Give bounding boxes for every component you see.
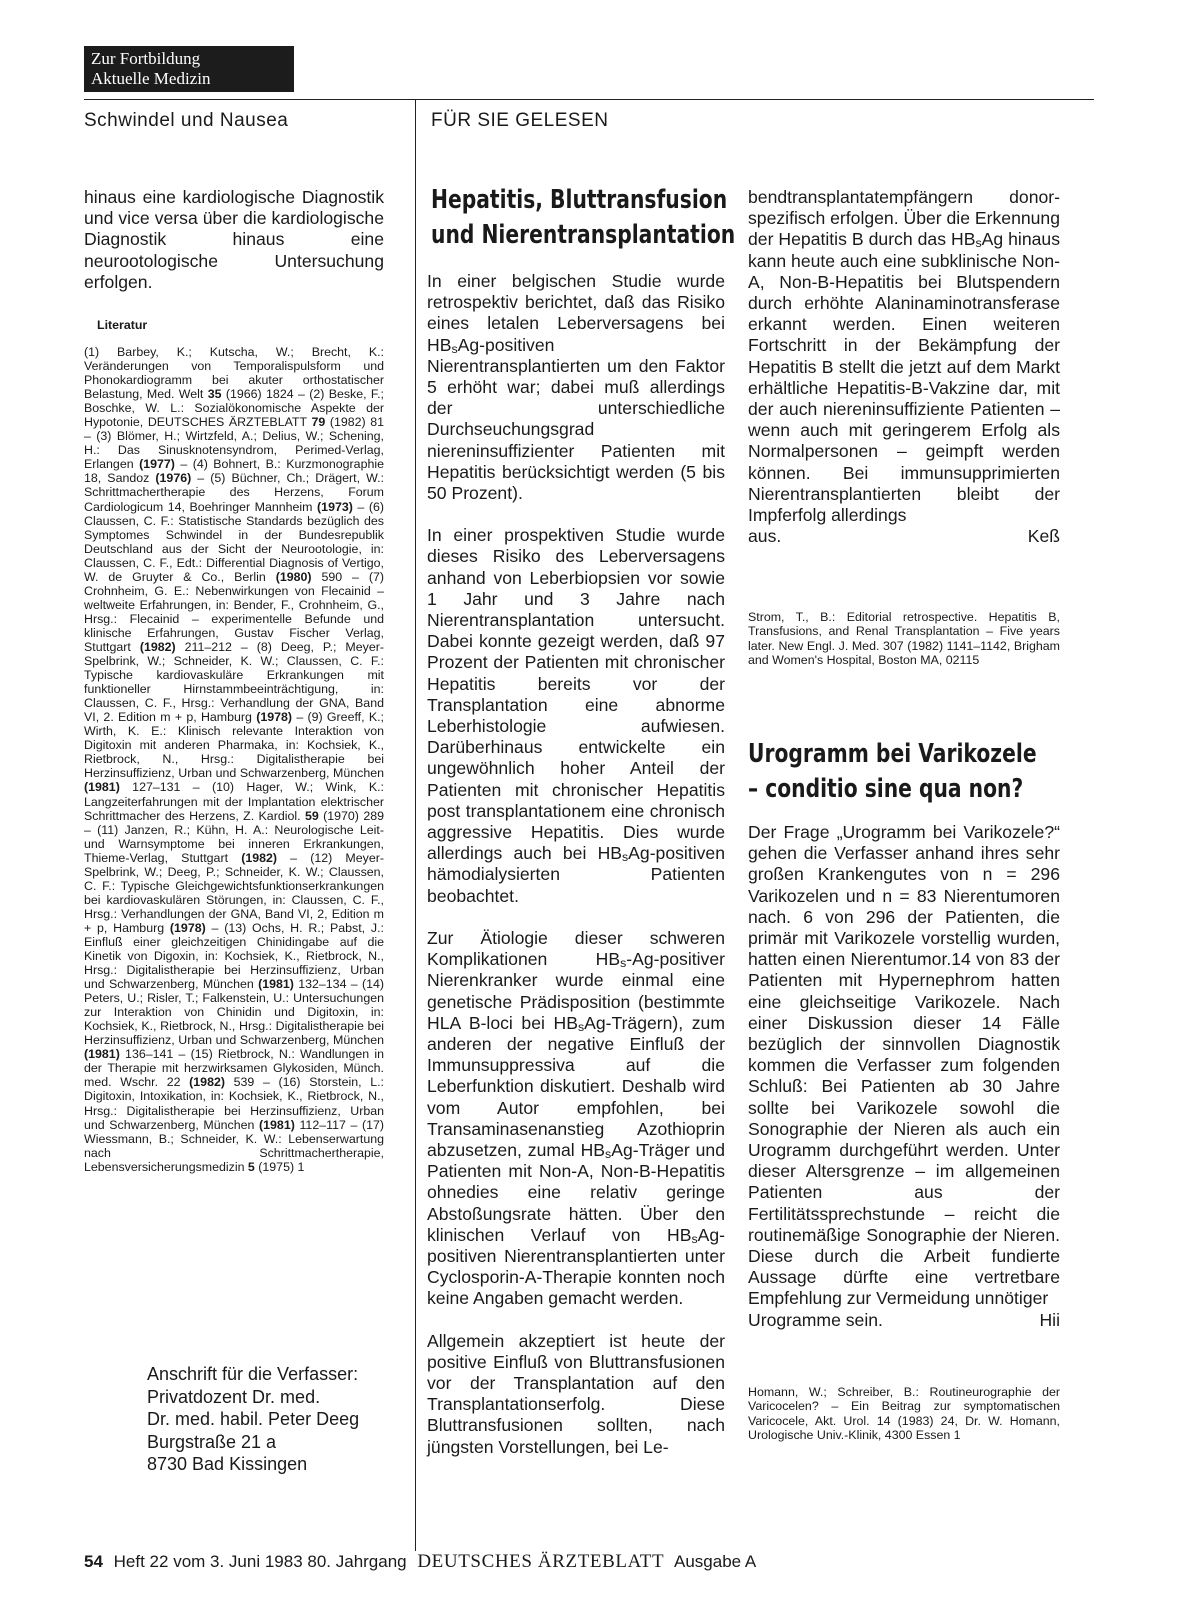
- column-divider: [415, 99, 416, 1551]
- article1-sign-line: [748, 526, 1060, 547]
- article1-paragraph: In einer belgischen Studie wurde retrospektiv berichtet, daß das Risiko eines letalen Leberversagens bei $HB_sAg$-positiven Nierentransplantierten um den Faktor 5 erhöht war; dabei muß allerdings der unterschiedliche Durchseuchungsgrad niereninsuffizienter Patienten mit Hepatitis berücksichtigt werden (5 bis 50 Prozent).: [427, 271, 725, 504]
- article1-paragraph: In einer prospektiven Studie wurde dieses Risiko des Leberversagens anhand von Leberbiopsien vor sowie 1 Jahr und 3 Jahre nach Nierentransplantation untersucht. Dabei konnte gezeigt werden, daß 97 Prozent der Patienten mit chronischer Hepatitis bereits vor der Transplantation eine abnorme Leberhistologie aufwiesen. Darüberhinaus entwickelte ein ungewöhnlich hoher Anteil der Patienten mit chronischer Hepatitis post transplantationem eine chronisch aggressive Hepatitis. Dies wurde allerdings auch bei $HB_sAg$-positiven hämodialysierten Patienten beobachtet.: [427, 525, 725, 906]
- article1-paragraph: Zur Ätiologie dieser schweren Komplikationen $HB_s-Ag$-positiver Nierenkranker wurde einmal eine genetische Prädisposition (bestimmte HLA B-loci bei $HB_sAg-Trägern$), zum anderen der negative Einfluß der Immunsuppressiva auf die Leberfunktion diskutiert. Deshalb wird vom Autor empfohlen, bei Transaminasenanstieg Azothioprin abzusetzen, zumal $HB_sAg$-Träger und Patienten mit Non-A, Non-B-Hepatitis ohnedies eine relativ geringe Abstoßungsrate hätten. Über den klinischen Verlauf von $HB_sAg$-positiven Nierentransplantierten unter Cyclosporin-A-Therapie konnten noch keine Angaben gemacht werden.: [427, 927, 725, 1309]
- article2-citation: Homann, W.; Schreiber, B.: Routineurographie der Varicocelen? – Ein Beitrag zur symptomatischen Varicocele, Akt. Urol. 14 (1983) 24, Dr. W. Homann, Urologische Univ.-Klinik, 4300 Essen 1: [748, 1385, 1060, 1442]
- left-intro-text: hinaus eine kardiologische Diagnostik und vice versa über die kardiologische Diagnostik hinaus eine neurootologische Untersuchung erfolgen.: [84, 187, 384, 292]
- article1-paragraph: bendtransplantatempfängern donor-spezifisch erfolgen. Über die Erkennung der Hepatitis B durch das $HB_sAg$ hinaus kann heute auch eine subklinische Non-A, Non-B-Hepatitis bei Blutspendern durch erhöhte Alaninaminotransferase erkannt werden. Einen weiteren Fortschritt in der Bekämpfung der Hepatitis B stellt die jetzt auf dem Markt erhältliche Hepatitis-B-Vakzine dar, mit der auch niereninsuffiziente Patienten – wenn auch mit geringerem Erfolg als Normalpersonen – geimpft werden können. Bei immunsupprimierten Nierentransplantierten bleibt der Impferfolg allerdings: [748, 187, 1061, 526]
- address-line: 8730 Bad Kissingen: [147, 1454, 308, 1474]
- section-badge: [84, 46, 294, 92]
- header-rule: [84, 99, 1094, 100]
- article2-title: [748, 737, 1037, 807]
- article2-body: [748, 822, 1060, 1331]
- article2-title-line-1: Urogramm bei Varikozele: [748, 739, 1037, 769]
- article1-title-line-1: Hepatitis, Bluttransfusion: [431, 185, 728, 215]
- article2-sign-line: [748, 1310, 1060, 1331]
- article1-author: Keß: [1027, 526, 1060, 547]
- literature-heading: Literatur: [97, 318, 148, 332]
- badge-line-2: Aktuelle Medizin: [91, 69, 211, 88]
- badge-line-1: Zur Fortbildung: [91, 49, 201, 68]
- address-line: Privatdozent Dr. med.: [147, 1386, 321, 1407]
- article1-body: [427, 271, 725, 1479]
- author-address: [147, 1363, 359, 1476]
- address-line: Burgstraße 21 a: [147, 1431, 277, 1452]
- edition: Ausgabe A: [674, 1552, 757, 1571]
- page-footer: [84, 1551, 1094, 1573]
- article2-paragraph: Der Frage „Urogramm bei Varikozele?“ gehen die Verfasser anhand ihres sehr großen Krankengutes von n = 296 Varikozelen und n = 83 Nierentumoren nach. 6 von 296 der Patienten, die primär mit Varikozele vorstellig wurden, hatten einen Nierentumor.14 von 83 der Patienten mit Hypernephrom hatten eine gleichseitige Varikozele. Nach einer Diskussion dieser 14 Fälle bezüglich der sinnvollen Diagnostik kommen die Verfasser zum folgenden Schluß: Bei Patienten ab 30 Jahre sollte bei Varikozele sowohl die Sonographie der Nieren als auch ein Urogramm durchgeführt werden. Unter dieser Altersgrenze – im allgemeinen Patienten aus der Fertilitätssprechstunde – reicht die routinemäßige Sonographie der Nieren. Diese durch die Arbeit fundierte Aussage dürfte eine vertretbare Empfehlung zur Vermeidung unnötiger: [748, 822, 1060, 1309]
- magazine-name: DEUTSCHES ÄRZTEBLATT: [417, 1551, 665, 1572]
- literature-list: (1) Barbey, K.; Kutscha, W.; Brecht, K.: Veränderungen von Temporalispulsform und Phonokardiogramm bei akuter orthostatischer Belastung, Med. Welt 35 (1966) 1824 – (2) Beske, F.; Boschke, W. L.: Sozialökonomische Aspekte der Hypotonie, DEUTSCHES ÄRZTEBLATT 79 (1982) 81 – (3) Blömer, H.; Wirtzfeld, A.; Delius, W.; Schening, H.: Das Sinusknotensyndrom, Perimed-Verlag, Erlangen (1977) – (4) Bohnert, B.: Kurzmonographie 18, Sandoz (1976) – (5) Büchner, Ch.; Drägert, W.: Schrittmachertherapie des Herzens, Forum Cardiologicum 14, Boehringer Mannheim (1973) – (6) Claussen, C. F.: Statistische Standards bezüglich des Symptomes Schwindel in der Bundesrepublik Deutschland aus der Sicht der Neurootologie, in: Claussen, C. F., Edt.: Differential Diagnosis of Vertigo, W. de Gruyter & Co., Berlin (1980) 590 – (7) Crohnheim, G. E.: Nebenwirkungen von Flecainid – weltweite Erfahrungen, in: Bender, F., Crohnheim, G., Hrsg.: Flecainid – experimentelle Befunde und klinische Erfahrungen, Gustav Fischer Verlag, Stuttgart (1982) 211–212 – (8) Deeg, P.; Meyer-Spelbrink, W.; Schneider, K. W.; Claussen, C. F.: Typische kardiovaskuläre Erkrankungen mit funktioneller Hirnstammbeeinträchtigung, in: Claussen, C. F., Hrsg.: Verhandlung der GNA, Band VI, 2. Edition m + p, Hamburg (1978) – (9) Greeff, K.; Wirth, K. E.: Klinisch relevante Interaktion von Digitoxin mit anderen Pharmaka, in: Kochsiek, K., Rietbrock, N., Hrsg.: Digitalistherapie bei Herzinsuffizienz, Urban und Schwarzenberg, München (1981) 127–131 – (10) Hager, W.; Wink, K.: Langzeiterfahrungen mit der Implantation elektrischer Schrittmacher des Herzens, Z. Kardiol. 59 (1970) 289 – (11) Janzen, R.; Kühn, H. A.: Neurologische Leit- und Warnsymptome bei inneren Erkrankungen, Thieme-Verlag, Stuttgart (1982) – (12) Meyer-Spelbrink, W.; Deeg, P.; Schneider, K. W.; Claussen, C. F.: Typische Gleichgewichtsfunktionserkrankungen bei kardiovaskulären Störungen, in: Claussen, C. F., Hrsg.: Verhandlungen der GNA, Band VI, 2, Edition m + p, Hamburg (1978) – (13) Ochs, H. R.; Pabst, J.: Einfluß einer gleichzeitigen Chinidingabe auf die Kinetik von Digoxin, in: Kochsiek, K., Rietbrock, N., Hrsg.: Digitalistherapie bei Herzinsuffizienz, Urban und Schwarzenberg, München (1981) 132–134 – (14) Peters, U.; Risler, T.; Falkenstein, U.: Untersuchungen zur Interaktion von Chinidin und Digitoxin, in: Kochsiek, K., Rietbrock, N., Hrsg.: Digitalistherapie bei Herzinsuffizienz, Urban und Schwarzenberg, München (1981) 136–141 – (15) Rietbrock, N.: Wandlungen in der Therapie mit herzwirksamen Glykosiden, Münch. med. Wschr. 22 (1982) 539 – (16) Storstein, L.: Digitoxin, Intoxikation, in: Kochsiek, K., Rietbrock, N., Hrsg.: Digitalistherapie bei Herzinsuffizienz, Urban und Schwarzenberg, München (1981) 112–117 – (17) Wiessmann, B.; Schneider, K. W.: Lebenserwartung nach Schrittmachertherapie, Lebensversicherungsmedizin 5 (1975) 1: [84, 345, 385, 1174]
- article1-citation: Strom, T., B.: Editorial retrospective. Hepatitis B, Transfusions, and Renal Transplantation – Five years later. New Engl. J. Med. 307 (1982) 1141–1142, Brigham and Women's Hospital, Boston MA, 02115: [748, 610, 1060, 667]
- right-section-title: FÜR SIE GELESEN: [431, 110, 609, 131]
- article1-last-word: aus.: [748, 526, 782, 547]
- address-line: Dr. med. habil. Peter Deeg: [147, 1409, 360, 1429]
- page-number: 54: [84, 1552, 103, 1571]
- article1-title: [431, 183, 735, 253]
- article2-author: Hii: [1039, 1309, 1060, 1330]
- article1-continuation: [748, 187, 1060, 547]
- article1-title-line-2: und Nierentransplantation: [431, 220, 736, 250]
- issue-info: Heft 22 vom 3. Juni 1983 80. Jahrgang: [113, 1552, 407, 1571]
- article2-last-words: Urogramme sein.: [748, 1309, 883, 1330]
- address-line: Anschrift für die Verfasser:: [147, 1364, 359, 1384]
- article1-paragraph: Allgemein akzeptiert ist heute der positive Einfluß von Bluttransfusionen vor der Transplantation auf den Transplantationserfolg. Diese Bluttransfusionen sollten, nach jüngsten Vorstellungen, bei Le-: [427, 1330, 725, 1457]
- article2-title-line-2: – conditio sine qua non?: [748, 774, 1024, 804]
- left-section-title: Schwindel und Nausea: [84, 110, 289, 131]
